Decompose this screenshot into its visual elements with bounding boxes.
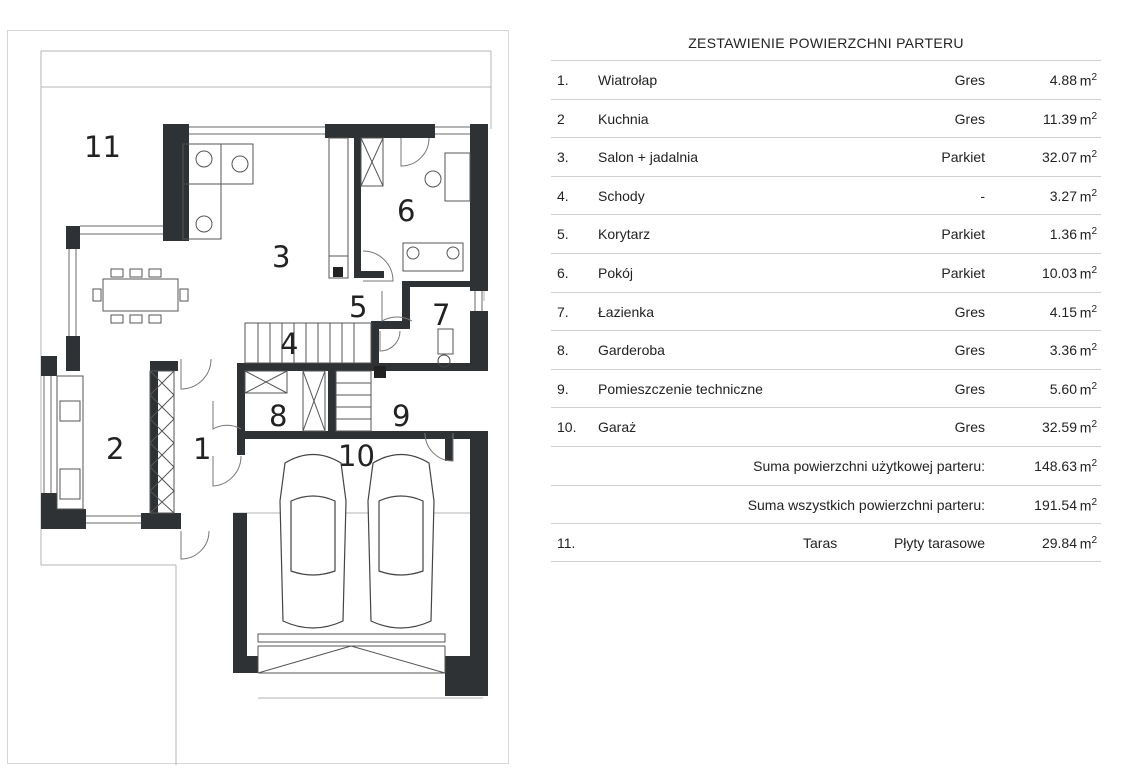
sum-all-area: 191.54 xyxy=(1034,496,1077,513)
room-number-1: 1 xyxy=(193,432,212,466)
table-row xyxy=(551,176,1101,215)
row-number: 11. xyxy=(557,535,576,552)
floor-material: - xyxy=(980,187,985,204)
sum-all-row xyxy=(551,485,1101,524)
room-area: 32.59 xyxy=(1041,419,1077,436)
area-unit: $m^2$ xyxy=(1079,380,1097,398)
room-area: 3.36 xyxy=(1049,342,1077,359)
table-rows xyxy=(551,60,1101,562)
room-number-3: 3 xyxy=(272,240,291,274)
table-row xyxy=(551,214,1101,253)
area-unit: $m^2$ xyxy=(1079,496,1097,514)
floor-material: Gres xyxy=(954,72,985,88)
floor-material: Gres xyxy=(954,342,985,359)
room-area: 1.36 xyxy=(1049,226,1077,243)
floor-material: Gres xyxy=(954,110,985,127)
room-name: Pomieszczenie techniczne xyxy=(598,380,763,397)
table-title: ZESTAWIENIE POWIERZCHNI PARTERU xyxy=(688,35,964,51)
area-unit: $m^2$ xyxy=(1079,72,1097,89)
table-row xyxy=(551,292,1101,331)
area-table xyxy=(551,30,1101,562)
table-row xyxy=(551,369,1101,408)
room-name: Kuchnia xyxy=(598,110,649,127)
terrace-area: 29.84 xyxy=(1041,535,1077,552)
room-name: Wiatrołap xyxy=(598,72,658,88)
room-name: Garderoba xyxy=(598,342,665,359)
floor-material: Parkiet xyxy=(941,226,985,243)
row-number: 9. xyxy=(557,380,569,397)
room-area: 5.60 xyxy=(1049,380,1077,397)
table-row xyxy=(551,137,1101,176)
area-unit: $m^2$ xyxy=(1079,110,1097,128)
terrace-row xyxy=(551,523,1101,562)
sum-usable-label: Suma powierzchni użytkowej parteru: xyxy=(753,457,985,474)
area-unit: $m^2$ xyxy=(1079,457,1097,475)
room-name: Garaż xyxy=(598,419,637,436)
row-number: 5. xyxy=(557,226,569,243)
floor-material: Gres xyxy=(954,419,985,436)
floor-material: Gres xyxy=(954,303,985,320)
room-number-4: 4 xyxy=(280,327,299,361)
area-unit: $m^2$ xyxy=(1079,149,1097,166)
room-number-9: 9 xyxy=(392,399,411,433)
room-number-8: 8 xyxy=(269,399,288,433)
row-number: 2 xyxy=(557,110,565,127)
floor-material: Gres xyxy=(954,380,985,397)
room-name: Korytarz xyxy=(598,226,651,243)
cars xyxy=(280,455,434,629)
floor-material: Parkiet xyxy=(941,264,985,281)
room-area: 32.07 xyxy=(1041,149,1077,166)
room-number-2: 2 xyxy=(106,432,125,466)
terrace-name: Taras xyxy=(803,535,838,552)
room-area: 4.15 xyxy=(1049,303,1077,320)
room-name: Pokój xyxy=(598,264,634,281)
row-number: 3. xyxy=(557,149,569,166)
row-number: 7. xyxy=(557,303,569,320)
row-number: 8. xyxy=(557,342,569,359)
floor-material: Parkiet xyxy=(941,149,985,166)
row-number: 1. xyxy=(557,72,569,88)
room-name: Schody xyxy=(598,187,645,204)
sum-all-label: Suma wszystkich powierzchni parteru: xyxy=(747,496,985,513)
area-unit: $m^2$ xyxy=(1079,419,1097,436)
table-row xyxy=(551,99,1101,138)
floor-plan-panel xyxy=(7,30,509,764)
area-unit: $m^2$ xyxy=(1079,226,1097,244)
table-row xyxy=(551,330,1101,369)
room-number-5: 5 xyxy=(349,290,368,324)
room-number-7: 7 xyxy=(432,298,451,332)
area-unit: $m^2$ xyxy=(1079,342,1097,359)
area-unit: $m^2$ xyxy=(1079,535,1097,552)
terrace-material: Płyty tarasowe xyxy=(893,535,985,552)
row-number: 6. xyxy=(557,264,569,281)
table-row xyxy=(551,60,1101,99)
room-number-10: 10 xyxy=(338,439,375,473)
room-area: 3.27 xyxy=(1049,187,1077,204)
room-area: 4.88 xyxy=(1049,72,1077,88)
sum-usable-area: 148.63 xyxy=(1034,457,1077,474)
room-number-6: 6 xyxy=(397,194,416,228)
room-name: Łazienka xyxy=(598,303,655,320)
row-number: 4. xyxy=(557,187,569,204)
table-row xyxy=(551,253,1101,292)
area-unit: $m^2$ xyxy=(1079,303,1097,321)
row-number: 10. xyxy=(557,419,577,436)
area-unit: $m^2$ xyxy=(1079,264,1097,282)
sum-usable-row xyxy=(551,446,1101,485)
room-name: Salon + jadalnia xyxy=(598,149,699,166)
area-unit: $m^2$ xyxy=(1079,187,1097,205)
floor-plan-drawing xyxy=(8,31,510,765)
room-area: 11.39 xyxy=(1043,110,1077,127)
room-number-11: 11 xyxy=(84,130,121,164)
room-area: 10.03 xyxy=(1041,264,1077,281)
table-row xyxy=(551,407,1101,446)
